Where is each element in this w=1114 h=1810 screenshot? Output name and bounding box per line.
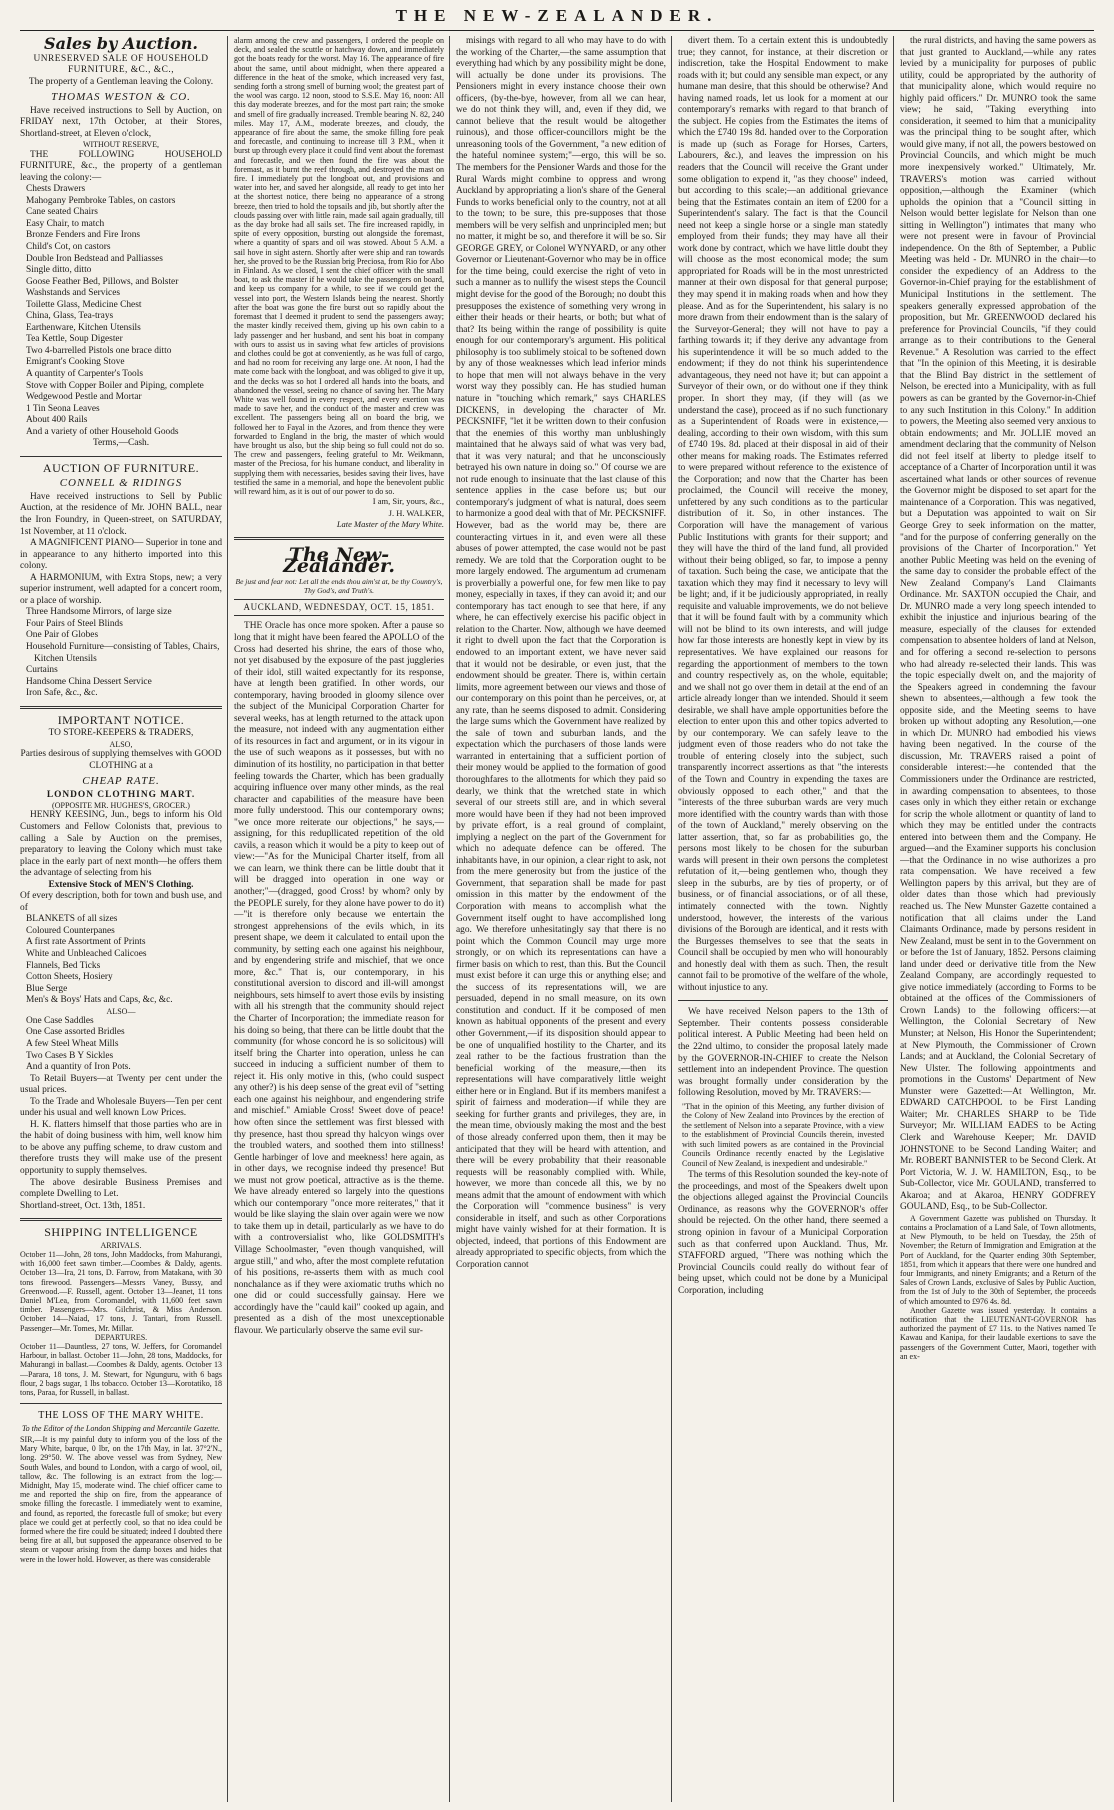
letter-close: I am, Sir, yours, &c.,	[372, 496, 444, 507]
sale1-items	[20, 184, 222, 438]
list-item: Four Pairs of Steel Blinds	[26, 618, 123, 629]
list-item: Mahogany Pembroke Tables, on castors	[26, 195, 176, 206]
mart-note: The above desirable Business Premises and complete Dwelling to Let.	[20, 1177, 222, 1200]
mart-flatters: H. K. flatters himself that those parties who are in the habit of doing business with him, well know him to be above any puffing scheme, to draw custom and therefore trusts they will make use of the present opportunity to supply themselves.	[20, 1119, 222, 1177]
sale2-items	[20, 607, 222, 699]
list-item: Child's Cot, on castors	[26, 241, 111, 252]
list-item: One Case Saddles	[26, 1015, 94, 1026]
list-item: Toilette Glass, Medicine Chest	[26, 299, 142, 310]
column-5	[900, 36, 1096, 1802]
divider	[20, 456, 222, 457]
sale1-reserve: WITHOUT RESERVE,	[82, 140, 160, 150]
arrivals-body: October 11—John, 28 tons, John Maddocks, from Mahurangi, with 16,000 feet sawn timber.—Coombes & Daldy, agents. October 13—Ira, 21 tons, D. Farrow, from Matakana, with 30 tons firewood. Passengers—Messrs Vaney, Bussy, and Greenwood.—F. Russell, agent. October 13—Jeanet, 11 tons Daniel M'Lea, from Coromandel, with 11,600 feet sawn timber. Passengers—Mrs. Gilchrist, & Miss Anderson. October 14—Naiad, 17 tons, J. Tantari, from Russell. Passenger—Mr. Tomes, Mr. Millar.	[20, 1249, 222, 1333]
list-item: Cotton Sheets, Hosiery	[26, 972, 113, 983]
list-item: 1 Tin Seona Leaves	[26, 403, 100, 414]
nelson-news: We have received Nelson papers to the 13th of September. Their contents possess considerable political interest. A Public Meeting had been held on the 22nd ultimo, to consider the proposal lately made by the GOVERNOR-IN-CHIEF to create the Nelson settlement into an independent Province. The question was brought formally under consideration by the following Resolution, moved by Mr. TRAVERS:—	[678, 1007, 888, 1099]
divider	[20, 1403, 222, 1404]
shipping-title: SHIPPING INTELLIGENCE	[44, 1225, 198, 1240]
list-item: Two Cases B Y Sickles	[26, 1050, 114, 1061]
notice-sub: TO STORE-KEEPERS & TRADERS,	[48, 728, 194, 739]
mart-retail: To Retail Buyers—at Twenty per cent under the usual prices.	[20, 1073, 222, 1096]
notice-body: Parties desirous of supplying themselves with GOOD CLOTHING at a	[20, 749, 222, 771]
mart-also: ALSO—	[106, 1006, 136, 1016]
list-item: About 400 Rails	[26, 415, 88, 426]
list-item: A quantity of Carpenter's Tools	[26, 368, 143, 379]
list-item: Emigrant's Cooking Stove	[26, 357, 125, 368]
nelson-news-conclusion: the rural districts, and having the same powers as that just granted to Auckland,—while any rates levied by a municipality for purposes of public utility, could be appropriated by the authority of that municipality alone, which would require no highly paid officers." Dr. MUNRO took the same view; he said, "Taking everything into consideration, it seemed to him that a municipality was the principal thing to be sought after, which would give many, if not all, the powers bestowed on Provincial Councils, and which might be much more inexpensively worked." Ultimately, Mr. TRAVERS's motion was carried without opposition,—although the Examiner (which upholds the opinion that a "Council sitting in Nelson would better legislate for Nelson than one sitting in Wellington") intimates that many who were not present were in favour of Provincial independence. On the 8th of September, a Public Meeting was held - Dr. MUNRO in the chair—to consider the expediency of an Address to the Governor-in-Chief praying for the establishment of Municipal Institutions in the settlement. The speakers generally expressed approbation of the proposition, but Mr. GREENWOOD declared his preference for Provincial Councils, "if they could arrange as to their contributions to the General Revenue." A Resolution was carried to the effect that "In the opinion of this Meeting, it is desirable that the Blind Bay district in the settlement of Nelson, be erected into a Municipality, with as full powers as can be granted by the Governor-in-Chief to any such Institution in this Colony." In addition to powers, the Meeting also seemed very anxious to obtain endowments; and Mr. JOLLIE moved an amendment declaring that the community of Nelson did not feel itself at liberty to pledge itself to acceptance of a Charter of Incorporation until it was ascertained what lands or other sources of revenue the Governor might be disposed to set apart for the maintenance of a Corporation. This was negatived, but a Deputation was appointed to wait on Sir George Grey to seek information on the matter, "and for the purpose of conferring generally on the provisions of the Charter of Incorporation." Yet another Public Meeting was held on the evening of the same day to consider the probable effect of the New Zealand Company's Land Claimants Ordinance. Mr. SAXTON occupied the Chair, and Dr. MUNRO made a very long speech intended to exhibit the injustice and injurious bearing of the measure, especially of the clauses for extended compensation to absentee holders of land at Nelson, and for offering a second re-selection to persons who had already re-selected their lands. This was the topic especially dwelt on, and the majority of the Speakers agreed in condemning the favour shewn to absentees,—although a few took the opposite side, and the Meeting seems to have broken up without adopting any Resolution,—one in which Dr. MUNRO had embodied his views having been negatived. In the course of the discussion, Mr. TRAVERS raised a point of considerable interest:—he contended that the Commissioners under the Ordinance are restricted, in awarding compensation to absentees, to those cases only in which they either retain or exchange for scrip the whole allotment or quantity of land to which they may be entitled under the contracts entered into between them and the Company. He argued—and the Examiner supports his conclusion—that the Ordinance in no wise authorizes a pro rata compensation. We have received a few Wellington papers by this arrival, but they are of older dates than those which had previously reached us. The New Munster Gazette contained a notification that all claims under the Land Claimants Ordinance, made by persons resident in New Zealand, must be sent in to the Government on or before the 1st of January, 1852. Persons claiming land under deed or derivative title from the New Zealand Company, are accordingly requested to give notice immediately (according to Forms to be obtained at the offices of the Commissioners of Crown Lands) to the following officers:—at Wellington, the Colonial Secretary of New Munster; at Nelson, His Honor the Superintendent; at New Plymouth, the Commissioner of Crown Lands; and at Auckland, the Colonial Secretary of New Ulster. The following appointments and promotions in the Customs' Department of New Munster were Gazetted:—At Wellington, Mr. EDWARD CATCHPOOL to be First Landing Waiter; Mr. CHARLES SHARP to be Tide Surveyor; Mr. WILLIAM EADES to be Acting Clerk and Warehouse Keeper; Mr. DAVID JOHNSTONE to be Second Landing Waiter; and Mr. ROBERT BANNISTER to be Second Clerk. At Port Victoria, W. J. W. HAMILTON, Esq., to be Sub-Collector, vice Mr. GOULAND, transferred to Akaroa; and at Akaroa, HENRY GODFREY GOULAND, Esq., to be Sub-Collector.	[900, 36, 1096, 1213]
loss-to: To the Editor of the London Shipping and Mercantile Gazette.	[21, 1423, 221, 1433]
column-4	[678, 36, 888, 1802]
editorial-body: THE Oracle has once more spoken. After a pause so long that it might have been feared the APOLLO of the Cross had deserted his shrine, the ears of those who, not yet disabused by the exposure of the past juggleries of their idol, still waited expectantly for its response, have at length been gratified. In other words, our contemporary, having brooded in gloomy silence over the subject of the Municipal Corporation Charter for several weeks, has at length returned to the attack upon the measure, not indeed with any augmentation either of its resources in fact and argument, or in its vigour in the use of such weapons as it possesses, but with no diminution of its hostility, no participation in that better feeling towards the Charter, which has been gradually acquiring influence over many other minds, as the real character and capabilities of the measure have been more fully understood. This our contemporary owns; "we once more reiterate our objections," he says,—assigning, for this redupllicated repetition of the old cavils, a reason which it would be a pity to keep out of view:—"As for the Municipal Charter itself, from all we can learn, we think there can be little doubt that it will be dragged into operation in one way or another;"—(dragged, good Cross! by whom? only by the PEOPLE surely, for they alone have power to do it)—"it is therefore only because we entertain the strongest apprehensions of the evils which, in its present shape, we deem it calculated to entail upon the community, by setting each one against his neighbour, and by engendering strife and mischief, that we once more, &c." That is, our contemporary, in his constitutional aversion to discord and ill-will amongst neighbours, sets himself to avert those evils by insisting with all his strength that the community should reject the Charter of Incorporation; the immediate reason for his doing so being, that there can be little doubt that the community (for whose concord he is so solicitous) will itself bring the Charter into operation, unless he can succeed in inducing a sufficient number of them to reject it. His only motive in this, (who could suspect any other?) is his deep sense of the great evil of "setting each one against his neighbour, and engendering strife and mischief." Amiable Cross! Sweet dove of peace! how often since the settlement was first blessed with thy presence, hast thou spread thy halcyon wings over the troubled waters, and soothed them into stillness! Gentle harbinger of love and meekness! here again, as in other days, we recognise indeed thy presence! But we must not grow poetical, attractive as is the theme. We have already entered so largely into the questions which our contemporary "once more reiterates," that it would be like slaying the slain over again were we now to take them up in detail, particularly as we have to do with a controversialist who, like GOLDSMITH's Village Schoolmaster, "even though vanquished, will argue still," and who, after the most complete refutation of his positions, re-asserts them with as much cool nonchalance as if they were axiomatic truths which no one did or could successfully gainsay. Here we accordingly have the "cauld kail" cooked up again, and presented as a dish of the most unexceptionable flavour. We particularly observe the same evil sur-	[234, 621, 444, 1336]
list-item: Two 4-barrelled Pistols one brace ditto	[26, 345, 172, 356]
mart-items-2	[20, 1016, 222, 1074]
list-item: Washstands and Services	[26, 288, 121, 299]
dateline: AUCKLAND, WEDNESDAY, OCT. 15, 1851.	[234, 599, 444, 617]
list-item: Easy Chair, to match	[26, 218, 105, 229]
column-rule	[893, 36, 894, 1802]
list-item: Blue Serge	[26, 983, 68, 994]
gazette-notice-2: Another Gazette was issued yesterday. It contains a notification that the LIEUTENANT-GOVERNOR has authorized the payment of £7 11s. to the Natives named Te Kawau and Kanipa, for their laudable exertions to save the passengers of the Government Cutter, Maori, together with an ex-	[900, 1305, 1096, 1361]
sale2-harmonium: A HARMONIUM, with Extra Stops, new; a very superior instrument, well adapted for a concert room, or a place of worship.	[20, 572, 222, 606]
gazette-notice: A Government Gazette was published on Thursday. It contains a Proclamation of a Land Sale, of Town allotments, at New Plymouth, to be held on Tuesday, the 25th of November; the Return of Immigration and Emigration at the Port of Auckland, for the Quarter ending 30th September, 1851, from which it appears that there were one hundred and four Immigrants, and ninety Emigrants; and a Return of the Sales of Crown Lands, exclusive of Sales by Public Auction, from the 1st of July to the 30th of September, the proceeds of which amounted to £976 4s. 8d.	[900, 1213, 1096, 1306]
notice-also: ALSO,	[109, 739, 133, 749]
list-item: BLANKETS of all sizes	[26, 914, 118, 925]
notice-cheap: CHEAP RATE.	[82, 775, 160, 788]
mart-wholesale: To the Trade and Wholesale Buyers—Ten per cent under his usual and well known Low Prices.	[20, 1096, 222, 1119]
list-item: One Case assorted Bridles	[26, 1027, 125, 1038]
list-item: And a variety of other Household Goods	[26, 426, 179, 437]
mart-stock: Extensive Stock of MEN'S Clothing.	[48, 879, 194, 890]
divider	[234, 537, 444, 540]
list-item: Coloured Counterpanes	[26, 925, 115, 936]
column-2	[234, 36, 444, 1802]
departures-heading: DEPARTURES.	[94, 1332, 148, 1342]
list-item: And a quantity of Iron Pots.	[26, 1062, 131, 1073]
sale1-body: Have received instructions to Sell by Auction, on FRIDAY next, 17th October, at their Stores, Shortland-street, at Eleven o'clock,	[20, 105, 222, 139]
mart-date: Shortland-street, Oct. 13th, 1851.	[20, 1200, 146, 1211]
list-item: Flannels, Bed Ticks	[26, 960, 101, 971]
sale2-title: AUCTION OF FURNITURE.	[42, 460, 200, 475]
sale1-sub: The property of a Gentleman leaving the Colony.	[28, 76, 214, 87]
letter-signature: J. H. WALKER,	[388, 507, 444, 518]
list-item: A first rate Assortment of Prints	[26, 937, 146, 948]
divider	[20, 1218, 222, 1221]
letter-role: Late Master of the Mary White.	[336, 519, 444, 530]
list-item: Chests Drawers	[26, 184, 86, 195]
arrivals-heading: ARRIVALS.	[100, 1240, 142, 1250]
mart-stock-sub: Of every description, both for town and bush use, and of	[20, 891, 222, 913]
list-item: Men's & Boys' Hats and Caps, &c, &c.	[26, 995, 173, 1006]
list-item: Double Iron Bedstead and Palliasses	[26, 253, 163, 264]
list-item: Curtains	[26, 665, 58, 676]
editorial-conclusion: divert them. To a certain extent this is undoubtedly true; they cannot, for instance, at their discretion or indiscretion, take the Hospital Endowment to make roads with it; but could any sensible man expect, or any humane man desire, that this should be otherwise? And having named roads, let us look for a moment at our contemporary's remarks with regard to that branch of the subject. He copies from the Estimates the items of which the £740 19s 8d. handed over to the Corporation is made up (such as Forage for Horses, Carters, Labourers, &c.), and leaves the impression on his readers that the Council will receive the Grant under some obligation to expend it, "as they choose" indeed, but according to this scale;—an additional grievance being that the Estimates contain an item of £200 for a Superintendent's salary. The fact is that the Council need not keep a single horse or a single man statedly employed from their funds; they may have all their work done by contract, which we have little doubt they will choose as the most economical mode; the sum appropriated for Roads will be in the most unrestricted manner at their own disposal for that general purpose; they may spend it in making roads when and how they please. And as for the Superintendent, his salary is no more drawn from their endowment than is the salary of the Surveyor-General; they will not have to pay a farthing towards it; if they derive any advantage from his superintendence it will be so much added to the endowment; if they do not think his superintendence advantageous, they need not have it; but can appoint a Surveyor of their own, or do without one if they think proper. In short they may, (if they will (as we understand the case), proceed as if no such functionary as a Superintendent of Roads were in existence,—dealing, according to their own wisdom, with this sum of £740 19s. 8d. placed at their disposal in aid of their other means for making roads. The Estimates referred to were prepared without reference to the existence of the Corporation; and now that the Charter has been proclaimed, the Council will receive the money, unfettered by any such conditions as to the particular distribution of it. So, in other instances. The Corporation will have the management of various Public Institutions with grants for their support; and they will have the third of the land fund, all provided without their being obliged, so far, to impose a penny of taxation. Such being the case, we anticipate that the taxation which they may find it necessary to levy will be light; and, if it be judiciously appropriated, in really requisite and valuable improvements, we do not believe that it will be found fault with by a community which will not be blind to its own interests, and will judge how far those interests are honestly kept in view by its representatives. We have explained our reasons for regarding the apportionment of members to the town and country respectively as, on the whole, equitable; and we shall not go over them in detail at the end of an article already longer than we intended. Should it seem desirable, we shall have ample opportunities before the election to enter upon this and other topics adverted to by our contemporary. We can safely leave to the judgment even of those readers who do not take the trouble of entering closely into the subject, such transparently incorrect assertions as that "the interests of the Town and Country in expending the taxes are obviously opposed to each other," and that the "interests of the three suburban wards are very much more identified with the country wards than with those of the town of Auckland," merely observing on the latter assertion, that, so far as probabilities go, the persons most likely to be chosen for the suburban wards will present in their own persons the completest refutation of it,—being gentlemen who, though they sleep in the suburbs, are by ties of property, or of business, or of financial associations, or of all these, intimately connected with the town. Nightly understood, however, the interests of the various divisions of the Borough are identical, and it rests with the Burgesses themselves to see that the seats in Council shall be occupied by men who will honourably and honestly deal with them as such. Then, the result cannot fail to be promotive of the welfare of the whole, without injustice to any.	[678, 36, 888, 993]
list-item: Wedgewood Pestle and Mortar	[26, 392, 142, 403]
column-1	[20, 36, 222, 1802]
list-item: Iron Safe, &c., &c.	[26, 688, 98, 699]
nelson-news-continued: The terms of this Resolution sounded the key-note of the proceedings, and most of the Speakers dwelt upon the objections alleged against the Provincial Councils Ordinance, as reasons why the GOVERNOR's offer should be rejected. On the other hand, there seemed a strong opinion in favour of a Municipal Corporation such as that conferred upon Auckland. Thus, Mr. STAFFORD argued, "There was nothing which the Provincial Councils could really do without fear of being upset, which could not be done by a Municipal Corporation, including	[678, 1170, 888, 1296]
paper-title: The New-Zealander.	[283, 543, 395, 578]
list-item: Goose Feather Bed, Pillows, and Bolster	[26, 276, 179, 287]
top-rule	[20, 30, 1094, 31]
sale2-body: Have received instructions to Sell by Public Auction, at the residence of Mr. JOHN BALL, near the Iron Foundry, in Queen-street, on SATURDAY, 1st November, at 11 o'clock.	[20, 491, 222, 537]
list-item: Earthenware, Kitchen Utensils	[26, 322, 141, 333]
sale2-piano: A MAGNIFICENT PIANO— Superior in tone and in appearance to any hitherto imported into this colony.	[20, 538, 222, 572]
sale1-terms: Terms,—Cash.	[92, 438, 150, 449]
sale1-lead: THE FOLLOWING HOUSEHOLD FURNITURE, &c., the property of a gentleman leaving the colony:—	[20, 149, 222, 183]
mart-body: HENRY KEESING, Jun., begs to inform his Old Customers and Fellow Colonists that, previous to calling a Sale by Auction on the premises, preparatory to leaving the Colony which must take place in the early part of next month—he offers them the advantage of selecting from his	[20, 810, 222, 879]
divider	[20, 706, 222, 709]
list-item: White and Unbleached Calicoes	[26, 948, 147, 959]
list-item: Tea Kettle, Soup Digester	[26, 334, 123, 345]
mart-items	[20, 914, 222, 1006]
loss-title: THE LOSS OF THE MARY WHITE.	[38, 1410, 204, 1422]
sale1-firm: THOMAS WESTON & CO.	[51, 91, 191, 104]
column-rule	[671, 36, 672, 1802]
list-item: Cane seated Chairs	[26, 207, 98, 218]
list-item: Three Handsome Mirrors, of large size	[26, 607, 172, 618]
column-rule	[227, 36, 228, 1802]
column-rule	[449, 36, 450, 1802]
mart-title: LONDON CLOTHING MART.	[46, 789, 196, 800]
loss-continued: alarm among the crew and passengers, I ordered the people on deck, and sealed the scuttle or hatchway down, and immediately got the boats ready for the worst. May 16. The appearance of fire about the same, until about midnight, when there appeared a difference in the heat of the smoke, which increased very fast, sending forth a strong smell of burning wool; the greatest part of the wool was cargo. 12 noon, stood to S.S.E. May 16, noon: All this day moderate breezes, and for the most part rain; the smoke and smell of fire gradually increased. Tremble bearing N. 82, 240 miles. May 17, A.M., moderate breezes, and cloudy, the appearance of fire about the same, the smoke filling fore peak and forecastle, and continuing to increase till 3 P.M., when it burst up through every place it could find vent about the foremast and forecastle, and we then found the fire was about the foremast, as it burnt the reef through, and destroyed the mast on fire. I immediately put the longboat out, and provisions and water into her, and saved her alongside, all ready to get into her at the shortest notice, there being no appearance of a strong breeze, then tried to hold the topsails and jib, but shortly after the clouds passing over with little rain, made sail again gradually, till as the day broke had all sails set. The fire increased rapidly, in spite of every opposition, bursting out alongside the foremast, where a quantity of spars and oil was stowed. About 5 A.M. a sail hove in sight astern. Shortly after were ship and ran towards her, she proved to be the Russian brig Preciosa, from Rio for Abo in Finland. As we closed, I sent the chief officer with the small boat, to ask the master if he would take the passengers on board, and keep us company for a while, to see if we could get the vessel into port, the Western Islands being the nearest. Shortly after the boat was gone the fire burst out so rapidly about the foremast that I deemed it prudent to send the passengers away; the master kindly received them, giving up his own cabin to a lady passenger and her husband, and sent his boat in company with ours to assist us in saving what few articles of provisions and clothes could be got at conveniently, as he was full of cargo, and had no room for receiving any large one. At noon, I had the mate come back with the longboat, and was obliged to give it up, and the decks was so hot I ordered all hands into the boats, and abandoned the vessel, seeing no chance of saving her. The Mary White was well found in every respect, and every exertion was made to save her, and the conduct of the master and crew was excellent. The passengers being all on board the brig, we followed her to Fayal in the Azores, and from thence they were forwarded to England in the brig, the master of which would have brought us also, but the ship being so full could not do so. The crew and passengers, feeling grateful to Mr. Weikmann, master of the Preciosa, for his humane conduct, and liberality in supplying them with necessaries, besides saving their lives, have testified the same in a memorial, and hope the benevolent public will reward him, as it is out of our power to do so.	[234, 36, 444, 496]
sales-header: Sales by Auction.	[44, 36, 198, 53]
list-item: Handsome China Dessert Service	[26, 676, 152, 687]
notice-title: IMPORTANT NOTICE.	[57, 712, 185, 727]
list-item: One Pair of Globes	[26, 630, 99, 641]
running-head: THE NEW-ZEALANDER.	[395, 6, 719, 25]
list-item: Single ditto, ditto	[26, 265, 92, 276]
sale1-title: UNRESERVED SALE OF HOUSEHOLD FURNITURE, &C., &C.,	[33, 53, 209, 76]
loss-body: SIR,—It is my painful duty to inform you of the loss of the Mary White, barque, 0 lbr, on the 17th May, in lat. 37°2'N., long. 29°50. W. The above vessel was from Sydney, New South Wales, and bound to London, with a cargo of wool, oil, tallow, &c. The following is an extract from the log:—Midnight, May 15, moderate wind. The chief officer came to me and reported the ship on fire, from the appearance of smoke filling the forecastle. I immediately went to examine, and found, as reported, the forecastle full of smoke; but every place we could get at perfectly cool, so that no idea could be formed where the fire could be situated; indeed I doubted there being fire at all, but supposed the appearance observed to be steam or vapour arising from the damp boxes and hides that were in the lower hold. However, as there was considerable	[20, 1434, 222, 1564]
list-item: Household Furniture—consisting of Tables, Chairs, Kitchen Utensils	[26, 642, 220, 664]
paper-motto: Be just and fear not: Let all the ends thou aim'st at, be thy Country's, Thy God's, and Truth's.	[235, 576, 443, 595]
list-item: Bronze Fenders and Fire Irons	[26, 230, 141, 241]
sale2-firm: CONNELL & RIDINGS	[59, 477, 183, 490]
mart-opposite: (OPPOSITE MR. HUGHES'S, GROCER.)	[52, 801, 190, 811]
divider	[678, 1000, 888, 1001]
column-3	[456, 36, 666, 1802]
departures-body: October 11—Dauntless, 27 tons, W. Jeffers, for Coromandel Harbour, in ballast. October 11—John, 28 tons, Maddocks, for Mahurangi in ballast.—Coombes & Daldy, agents. October 13—Parara, 18 tons, J. M. Stewart, for Ngunguru, with 6 bags flour, 2 bags sugar, 1 lbs tobacco. October 13—Korotatiko, 18 tons, Paraa, for Russell, in ballast.	[20, 1342, 222, 1398]
editorial-continued: misings with regard to all who may have to do with the working of the Charter,—the same assumption that everything had which by any possibility might be done, will actually be done under its provisions. The Pensioners might in every instance choose their own officers, (by-the-bye, however, from all we can hear, we do not think they will, and, even if they did, we cannot believe that the result would be altogether ruinous), and those officer-councillors might be the unreasoning tools of the Government, "a new edition of the hateful nominee system;"—ergo, this will be so. The members for the Pensioner Wards and those for the Rural Wards might combine to oppress and wrong Auckland by appropriating a lion's share of the General Funds to works beneficial only to the country, not at all to the town; to be sure, this pre-supposes that those members will be very selfish and unprincipled men; but no matter, it might be so, and therefore it will be so. Sir GEORGE GREY, or Colonel WYNYARD, or any other Governor or Lieutenant-Governor who may be in office for the time being, could exercise the right of veto in such a manner as to nullify the wisest steps the Council might devise for the good of the Borough; no doubt this presupposes the existence of something very wrong in either their heads or their hearts, or both; but what of that? Its being within the range of possibility is quite enough for our contemporary's argument. His political philosophy is too sublimely stoical to be softened down by any of those weaknesses which lead inferior minds to hope that men will not always behave in the very worst way they possibly can. He has studied human nature in "touching which remark," says CHARLES DICKENS, in developing the character of Mr. PECKSNIFF, "let it be written down to their confusion that the enemies of this worthy man unblushingly maintained that he always said of what was very bad, that it was very natural; and that he unconsciously betrayed his own nature in doing so." Of course we are not rude enough to insinuate that the last clause of this sentence applies in the case before us; but our contemporary's judgment of what is natural, does seem to harmonize a good deal with that of Mr. PECKSNIFF. However, bad as the world may be, there are counteracting virtues in it, and even were all these abuses of power attempted, the case would not be past remedy. We are told that the Corporation ought to be more largely endowed. The argumentum ad crumenam is proverbially a powerful one, for few men like to pay money, especially in taxes, if they can avoid it; and our contemporary has tact enough to see that here, if any where, he can effectively exercise his pacific object in relation to the Charter. Now, although we have deemed it right to dwell upon the fact that the Corporation is endowed to an important extent, we have never said that it would not be desirable, or even just, that the endowment should be greater. There is, within certain limits, more agreement between our views and those of our contemporary on this point than he perceives, or, at any rate, than he seems disposed to admit. Considering the large sums which the Government have realized by the sale of town and suburban lands, and the expectation which the purchasers of those lands were warranted in entertaining that a sufficient portion of their money would be applied to the formation of good thoroughfares to the allotments for which they paid so dearly, we think that the wretched state in which several of our streets still are, and in which several more would have been if they had not been improved by private effort, is a real ground of complaint, implying a neglect on the part of the Government for which no adequate defence can be offered. The inhabitants have, in our opinion, a clear right to ask, not from the mere generosity but from the justice of the Government, that separation shall be made for past omission in this matter by the endowment of the Corporation with means to accomplish what the Government itself ought to have accomplished long ago. We therefore unhesitatingly say that there is no point which the Common Council may urge more strongly, or on which its representations can have a firmer basis on which to rest, than this. But the Council must exist before it can urge this or anything else; and the success of its representations will, we are persuaded, depend in no small measure, on its own constitution and conduct. If it be composed of men known as habitual opponents of the present and every other Government,—if its disposition should appear to be one of unqualified hostility to the Charter, and its zeal rather to be the factious frustration than the beneficial working of the measure,—then its representations will have comparatively little weight either here or in England. But if its members manifest a spirit of fairness and moderation—if while they are seeking for further grants and privileges, they are, in the mean time, obviously making the most and the best of those already conferred upon them, then it may be anticipated that they will be heard with attention, and there will be every probability that their reasonable requests will be reasonably complied with. While, however, we more than concede all this, we by no means admit that the amount of endowment with which the Corporation will "commence business" is very considerable in itself, and such as other Corporations might have vainly wished for at their formation. It is objected, indeed, that portions of this Endowment are already appropriated to specific objects, from which the Corporation cannot	[456, 36, 666, 1270]
nelson-resolution: "That in the opinion of this Meeting, any further division of the Colony of New Zealand into Provinces by the erection of the settlement of Nelson into a separate Province, with a view to the establishment of Provincial Councils therein, invested with such limited powers as are contained in the Provincial Councils Ordinance recently enacted by the Legislative Council of New Zealand, is inexpedient and undesirable."	[682, 1101, 884, 1168]
list-item: Stove with Copper Boiler and Piping, complete	[26, 380, 204, 391]
list-item: A few Steel Wheat Mills	[26, 1039, 119, 1050]
list-item: China, Glass, Tea-trays	[26, 311, 114, 322]
